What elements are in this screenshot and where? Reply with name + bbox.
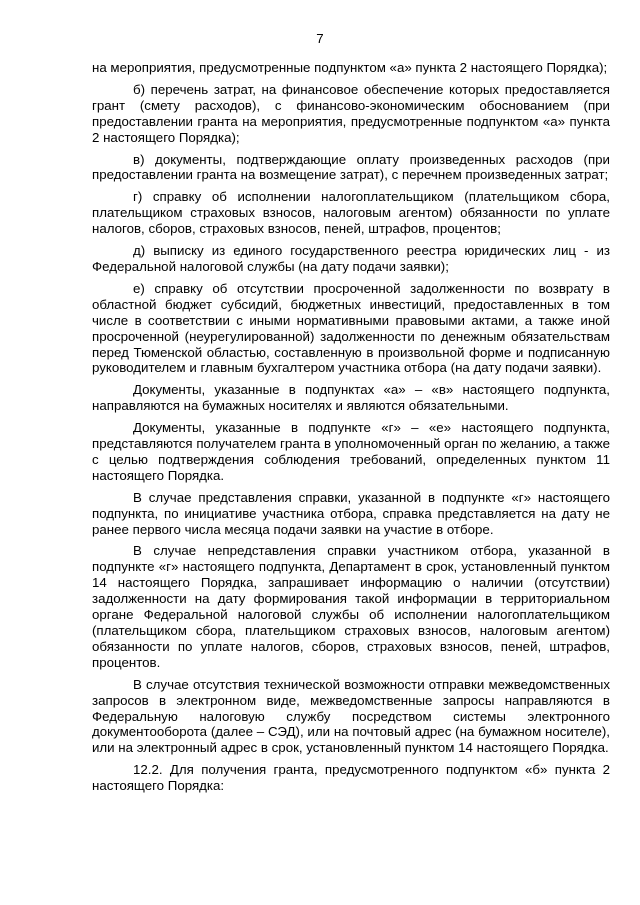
paragraph-section-12-2: 12.2. Для получения гранта, предусмотренного подпунктом «б» пункта 2 настоящего Порядка: (92, 762, 610, 794)
paragraph-item-v: в) документы, подтверждающие оплату произведенных расходов (при предоставлении гранта на возмещение затрат), с перечнем произведенных затрат; (92, 151, 610, 183)
paragraph-item-d: д) выписку из единого государственного реестра юридических лиц - из Федеральной налоговой службы (на дату подачи заявки); (92, 243, 610, 274)
paragraph-optional-docs: Документы, указанные в подпункте «г» – «е» настоящего подпункта, представляются получателем гранта в уполномоченный орган по желанию, а также с целью подтверждения соблюдения требований, определенных пунктом 11 настоящего Порядка. (92, 420, 610, 483)
paragraph-item-e: е) справку об отсутствии просроченной задолженности по возврату в областной бюджет субсидий, бюджетных инвестиций, предоставленных в том числе в соответствии с иными нормативными правовыми актами, а также иной просроченной (неурегулированной) задолженности по денежным обязательствам перед Тюменской областью, составленную в произвольной форме и подписанную руководителем и главным бухгалтером участника отбора (на дату подачи заявки). (92, 280, 610, 376)
paragraph-continuation: на мероприятия, предусмотренные подпунктом «а» пункта 2 настоящего Порядка); (92, 60, 608, 75)
paragraph-department-request: В случае непредставления справки участником отбора, указанной в подпункте «г» настоящего подпункта, Департамент в срок, установленный пунктом 14 настоящего Порядка, запрашивает информацию о наличии (отсутствии) задолженности на дату формирования такой информации в территориальном органе Федеральной налоговой службы об исполнении налогоплательщиком (плательщиком сбора, плательщиком страховых взносов, налоговым агентом) обязанности по уплате налогов, сборов, страховых взносов, пеней, штрафов, процентов. (92, 543, 610, 670)
paragraph-interagency-requests: В случае отсутствия технической возможности отправки межведомственных запросов в электронном виде, межведомственные запросы направляются в Федеральную налоговую службу посредством системы электронного документооборота (далее – СЭД), или на почтовый адрес (на бумажном носителе), или на электронный адрес в срок, установленный пунктом 14 настоящего Порядка. (92, 676, 610, 756)
document-body (92, 60, 610, 794)
paragraph-item-b: б) перечень затрат, на финансовое обеспечение которых предоставляется грант (смету расходов), с финансово-экономическим обоснованием (при предоставлении гранта на мероприятия, предусмотренные подпунктом «а» пункта 2 настоящего Порядка); (92, 81, 610, 145)
paragraph-item-g: г) справку об исполнении налогоплательщиком (плательщиком сбора, плательщиком страховых взносов, налоговым агентом) обязанности по уплате налогов, сборов, страховых взносов, пеней, штрафов, процентов; (92, 189, 610, 237)
paragraph-certificate-date: В случае представления справки, указанной в подпункте «г» настоящего подпункта, по инициативе участника отбора, справка представляется на дату не ранее первого числа месяца подачи заявки на участие в отборе. (92, 489, 610, 537)
page-number: 7 (316, 31, 324, 46)
paragraph-mandatory-docs: Документы, указанные в подпунктах «а» – «в» настоящего подпункта, направляются на бумажных носителях и являются обязательными. (92, 382, 610, 414)
